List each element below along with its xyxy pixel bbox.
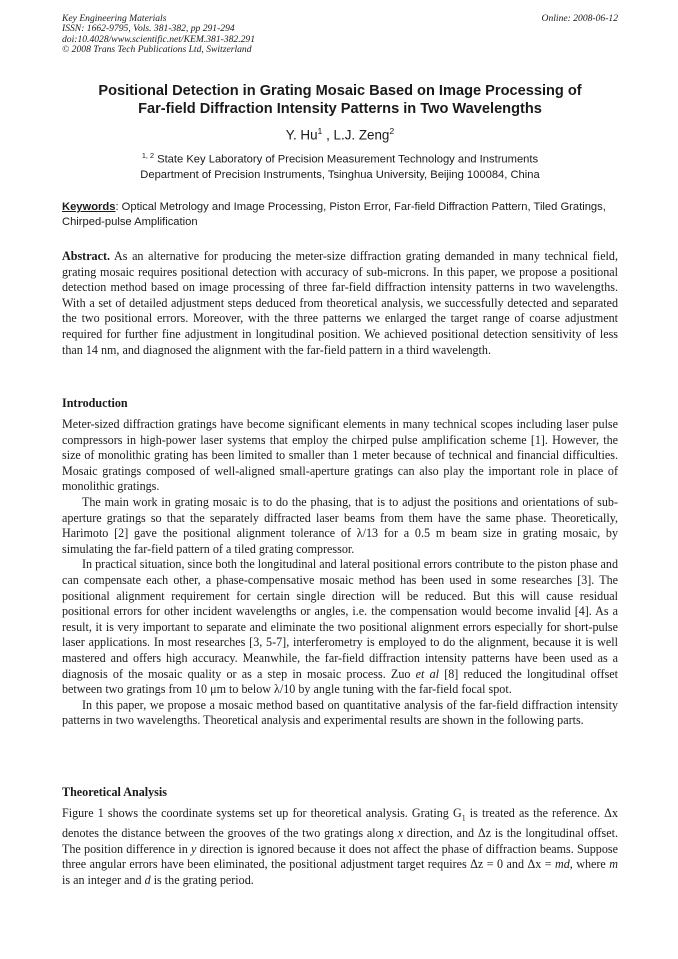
author-list (62, 123, 618, 143)
intro-paragraph-1: Meter-sized diffraction gratings have become significant elements in many technical scopes including laser pulse compressors in high-power laser systems that employ the chirped pulse amplification scheme [1]. However, the size of monolithic grating has been limited to smaller than 1 meter because of technical and financial difficulties. Mosaic gratings composed of well-aligned small-aperture gratings can also play the important role in place of monolithic gratings. (62, 417, 618, 494)
theory-var-y: y (191, 841, 197, 856)
intro-p3-etal: et al (415, 666, 439, 681)
journal-header (62, 14, 618, 56)
keywords-label: Keywords (62, 201, 116, 213)
introduction-heading: Introduction (62, 396, 128, 410)
introduction-body (62, 417, 618, 729)
theory-var-x: x (397, 826, 403, 840)
author-1-affil-mark: 1 (317, 126, 323, 136)
theory-body (62, 806, 618, 888)
affiliation-line-2: Department of Precision Instruments, Tsinghua University, Beijing 100084, China (140, 168, 540, 181)
theory-t1-sub: 1 (461, 813, 466, 823)
affiliation (62, 148, 618, 183)
theory-t2: is treated as the reference. Δx denotes the distance between the grooves of the two gratings along (62, 806, 618, 840)
theory-var-md: md (555, 857, 570, 872)
theory-heading: Theoretical Analysis (62, 785, 167, 799)
author-separator: , (322, 127, 334, 143)
journal-name: Key Engineering Materials (62, 13, 167, 24)
title-line-2: Far-field Diffraction Intensity Patterns in Two Wavelengths (138, 101, 542, 117)
affiliation-line-1 (62, 148, 618, 168)
theory-t1: Figure 1 shows the coordinate systems set up for theoretical analysis. Grating G (62, 806, 462, 820)
theory-var-m: m (609, 857, 618, 872)
theory-t5: , where (569, 857, 610, 872)
intro-p3-part-a: In practical situation, since both the longitudinal and lateral positional errors contribute to the piston phase and can compensate each other, a phase-compensative mosaic method has been used in some researches [3]. The positional alignment requirement for certain single direction will be reduced. But this will cause residual positional errors for other incident wavelengths or angles, i.e. the compensation would become invalid [4]. As a result, it is very important to separate and eliminate the two positional alignment errors especially for short-pulse laser applications. In most researches [3, 5-7], interferometry is employed to do the alignment, because it is well mastered and offers high accuracy. Meanwhile, the far-field diffraction intensity patterns have been used as a diagnosis of the mosaic quality or as a step in mosaic process. Zuo (62, 557, 618, 681)
affiliation-mark: 1, 2 (141, 151, 154, 160)
theory-t3: direction, and Δz is the longitudinal offset. The position difference in (62, 826, 618, 856)
author-1: Y. Hu (285, 127, 318, 143)
abstract-text: As an alternative for producing the meter-size diffraction grating demanded in many technical field, grating mosaic requires positional detection with accuracy of sub-microns. In this paper, we propose a positional detection method based on image processing of three far-field diffraction intensity patterns in two wavelengths. With a set of detailed adjustment steps deduced from theoretical analysis, we successfully detected and separated the two positional errors. Moreover, with the three patterns we enlarged the target range of coarse adjustment required for further fine adjustment in longitudinal position. We achieved positional detection sensitivity of less than 14 nm, and diagnosed the alignment with the far-field pattern in a third wavelength. (62, 249, 618, 357)
theory-t7: is the grating period. (150, 872, 254, 887)
keywords-block (62, 200, 618, 230)
journal-copyright: © 2008 Trans Tech Publications Ltd, Switzerland (62, 44, 252, 56)
author-2-affil-mark: 2 (389, 126, 395, 136)
abstract-block (62, 249, 618, 358)
intro-p3-part-b: [8] reduced the longitudinal offset between two gratings from 10 μm to below λ/10 by angle tuning with the far-field focal spot. (62, 666, 618, 697)
journal-issn: ISSN: 1662-9795, Vols. 381-382, pp 291-294 (62, 23, 235, 35)
abstract-label: Abstract. (62, 249, 111, 263)
intro-paragraph-2: The main work in grating mosaic is to do the phasing, that is to adjust the positions and orientations of sub-aperture gratings so that the separately diffracted laser beams from them have the same phase. Theoretically, Harimoto [2] gave the positional alignment tolerance of λ/13 for a 0.5 m beam size in grating mosaic, by simulating the far-field pattern of a tiled grating compressor. (62, 494, 618, 556)
author-2: L.J. Zeng (333, 127, 390, 143)
journal-doi: doi:10.4028/www.scientific.net/KEM.381-382.291 (62, 33, 256, 45)
theory-t6: is an integer and (62, 872, 145, 887)
keywords-text: : Optical Metrology and Image Processing, Piston Error, Far-field Diffraction Pattern, Tiled Gratings, Chirped-pulse Amplification (62, 201, 606, 228)
affiliation-lab: State Key Laboratory of Precision Measurement Technology and Instruments (154, 153, 539, 166)
paper-title (62, 82, 618, 118)
theory-var-d: d (144, 872, 151, 887)
online-date: Online: 2008-06-12 (541, 13, 618, 24)
theory-t4: direction is ignored because it does not affect the phase of diffraction beams. Suppose three angular errors have been eliminated, the positional adjustment target requires Δz = 0 and Δx = (62, 841, 618, 872)
intro-paragraph-4: In this paper, we propose a mosaic method based on quantitative analysis of the far-field diffraction intensity patterns in two wavelengths. Theoretical analysis and experimental results are shown in the following parts. (62, 697, 618, 728)
intro-paragraph-3 (62, 557, 618, 697)
title-line-1: Positional Detection in Grating Mosaic Based on Image Processing of (98, 83, 582, 99)
